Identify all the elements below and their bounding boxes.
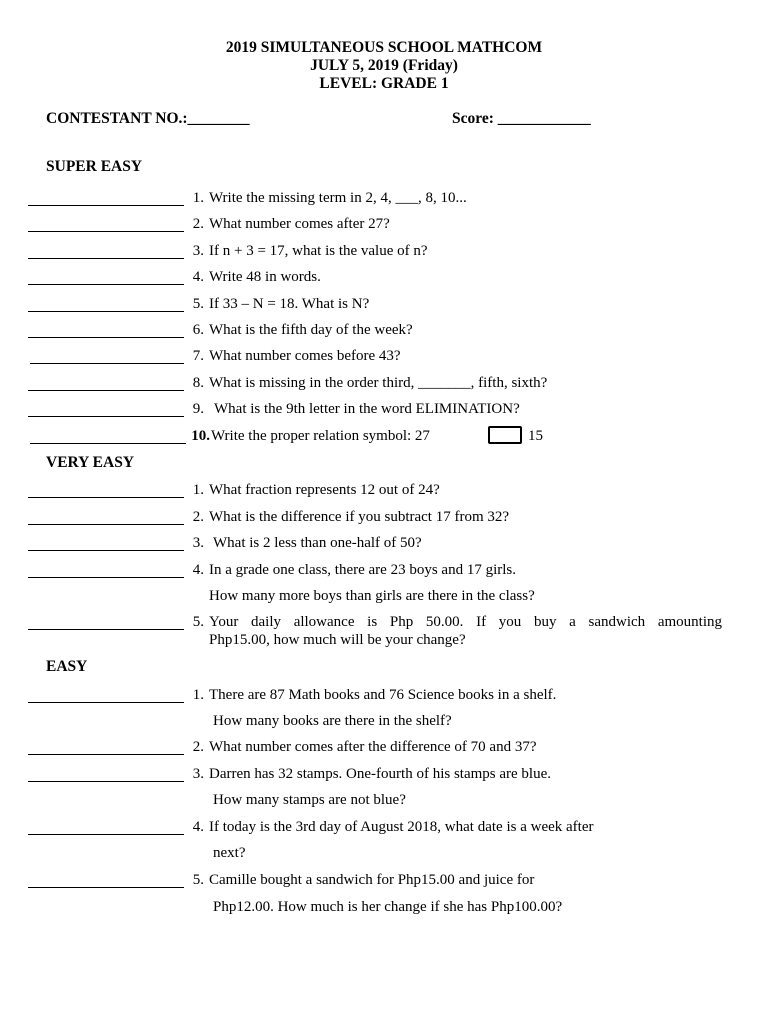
question-number: 3. — [192, 243, 204, 259]
worksheet-date: JULY 5, 2019 (Friday) — [310, 57, 458, 74]
answer-blank[interactable] — [28, 390, 184, 391]
contestant-number-field: CONTESTANT NO.:________ — [46, 110, 250, 127]
question-text: If n + 3 = 17, what is the value of n? — [209, 243, 428, 259]
answer-blank[interactable] — [28, 754, 184, 755]
answer-blank[interactable] — [30, 363, 184, 364]
answer-blank[interactable] — [28, 887, 184, 888]
score-field: Score: ____________ — [452, 110, 591, 127]
question-number: 5. — [192, 296, 204, 312]
answer-blank[interactable] — [28, 629, 184, 630]
question-text-continued: How many more boys than girls are there in the class? — [209, 588, 535, 604]
question-text: What is the fifth day of the week? — [209, 322, 413, 338]
section-title-easy: EASY — [46, 658, 88, 675]
question-number: 8. — [192, 375, 204, 391]
question-text: Camille bought a sandwich for Php15.00 and juice for — [209, 872, 535, 888]
section-title-super-easy: SUPER EASY — [46, 158, 143, 175]
answer-blank[interactable] — [28, 577, 184, 578]
question-number: 6. — [192, 322, 204, 338]
answer-blank[interactable] — [28, 337, 184, 338]
question-number: 2. — [192, 739, 204, 755]
question-text-continued: Php12.00. How much is her change if she has Php100.00? — [213, 899, 563, 915]
question-text-continued: How many books are there in the shelf? — [213, 713, 452, 729]
question-text: What number comes after 27? — [209, 216, 390, 232]
answer-blank[interactable] — [28, 550, 184, 551]
question-text: What number comes before 43? — [209, 348, 401, 364]
question-number: 2. — [192, 509, 204, 525]
question-number: 5. — [192, 614, 204, 630]
question-number: 9. — [192, 401, 204, 417]
question-number: 1. — [192, 482, 204, 498]
question-text: Write the missing term in 2, 4, ___, 8, 10... — [209, 190, 467, 206]
question-text: If 33 – N = 18. What is N? — [209, 296, 370, 312]
question-number: 4. — [192, 562, 204, 578]
answer-blank[interactable] — [28, 205, 184, 206]
section-title-very-easy: VERY EASY — [46, 454, 135, 471]
worksheet-level: LEVEL: GRADE 1 — [319, 75, 449, 92]
question-text: What is the difference if you subtract 17 from 32? — [209, 509, 510, 525]
answer-blank[interactable] — [28, 524, 184, 525]
answer-blank[interactable] — [30, 443, 186, 444]
question-number: 1. — [192, 190, 204, 206]
question-text: Write 48 in words. — [209, 269, 321, 285]
answer-blank[interactable] — [28, 258, 184, 259]
question-number: 4. — [192, 269, 204, 285]
question-number: 1. — [192, 687, 204, 703]
relation-symbol-box[interactable] — [488, 426, 522, 444]
question-number: 3. — [192, 535, 204, 551]
question-text-after-box: 15 — [528, 428, 543, 444]
answer-blank[interactable] — [28, 497, 184, 498]
question-number: 5. — [192, 872, 204, 888]
question-text: In a grade one class, there are 23 boys and 17 girls. — [209, 562, 516, 578]
question-text: What is missing in the order third, _______, fifth, sixth? — [209, 375, 548, 391]
question-text: There are 87 Math books and 76 Science books in a shelf. — [209, 687, 557, 703]
question-text: Darren has 32 stamps. One-fourth of his stamps are blue. — [209, 766, 551, 782]
answer-blank[interactable] — [28, 284, 184, 285]
question-text: What is 2 less than one-half of 50? — [213, 535, 422, 551]
question-text: Write the proper relation symbol: 27 — [211, 428, 430, 444]
answer-blank[interactable] — [28, 781, 184, 782]
question-number: 3. — [192, 766, 204, 782]
answer-blank[interactable] — [28, 834, 184, 835]
answer-blank[interactable] — [28, 702, 184, 703]
answer-blank[interactable] — [28, 231, 184, 232]
answer-blank[interactable] — [28, 311, 184, 312]
question-text-continued: How many stamps are not blue? — [213, 792, 406, 808]
question-number: 10. — [191, 428, 210, 444]
question-number: 2. — [192, 216, 204, 232]
question-text: What is the 9th letter in the word ELIMINATION? — [214, 401, 520, 417]
question-text: Your daily allowance is Php 50.00. If you buy a sandwich amounting — [209, 614, 722, 630]
answer-blank[interactable] — [28, 416, 184, 417]
question-number: 7. — [192, 348, 204, 364]
question-text: What fraction represents 12 out of 24? — [209, 482, 440, 498]
question-text: What number comes after the difference of 70 and 37? — [209, 739, 537, 755]
question-text: If today is the 3rd day of August 2018, what date is a week after — [209, 819, 594, 835]
question-text-continued: next? — [213, 845, 246, 861]
question-text-continued: Php15.00, how much will be your change? — [209, 632, 466, 648]
question-number: 4. — [192, 819, 204, 835]
worksheet-title: 2019 SIMULTANEOUS SCHOOL MATHCOM — [225, 39, 543, 56]
